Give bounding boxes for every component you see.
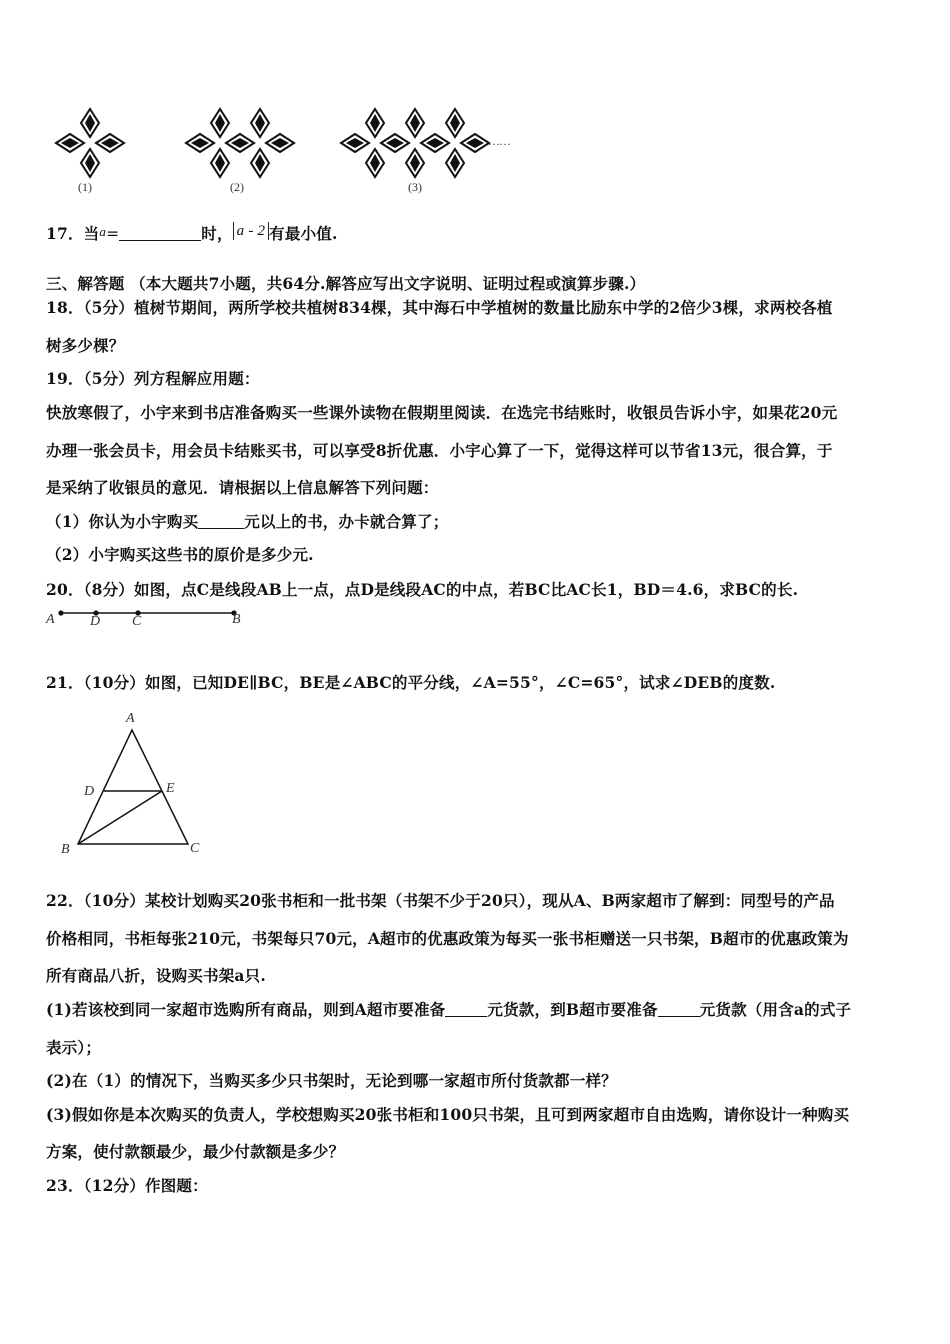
question-22-sub1-cont: 表示）； (46, 1038, 102, 1057)
question-19-title: 19．（5分）列方程解应用题： (46, 369, 260, 388)
q17-abs-expression: a - 2 (233, 222, 270, 240)
question-17 (46, 222, 338, 244)
question-22-sub1 (46, 998, 851, 1020)
question-19-line2: 办理一张会员卡，用会员卡结账买书，可以享受8折优惠．小宇心算了一下，觉得这样可以节省13元，很合算，于 (46, 441, 833, 460)
q21-point-b: B (61, 842, 70, 857)
q19-sub1-blank[interactable] (198, 514, 244, 529)
q22-sub1-blank-a[interactable] (445, 1002, 487, 1017)
q21-point-d: D (84, 784, 95, 799)
q17-eq: = (106, 225, 120, 243)
question-21: 21．（10分）如图，已知DE∥BC，BE是∠ABC的平分线，∠A=55°，∠C=65°，试求∠DEB的度数. (46, 673, 776, 692)
q21-point-a: A (126, 711, 135, 726)
question-22-sub2: (2)在（1）的情况下，当购买多少只书架时，无论到哪一家超市所付货款都一样？ (46, 1071, 617, 1090)
figure-2 (185, 105, 295, 185)
question-19-line1: 快放寒假了，小宇来到书店准备购买一些课外读物在假期里阅读．在选完书结账时，收银员告诉小宇，如果花20元 (46, 403, 838, 422)
q22-sub1-text-b: 元货款，到B超市要准备 (487, 1000, 658, 1019)
question-23-title: 23．（12分）作图题： (46, 1176, 208, 1195)
q20-point-b: B (232, 612, 241, 627)
question-19-sub1 (46, 510, 448, 532)
question-22-line3: 所有商品八折，设购买书架a只. (46, 966, 266, 985)
q17-var: a (99, 224, 107, 239)
q21-point-c: C (190, 841, 200, 856)
q17-answer-blank[interactable] (119, 226, 201, 241)
q19-sub1-text-a: （1）你认为小宇购买 (46, 512, 199, 531)
q17-mid: 时， (201, 224, 233, 243)
q20-point-c: C (132, 614, 142, 629)
q21-point-e: E (166, 781, 175, 796)
question-18-line2: 树多少棵？ (46, 336, 125, 355)
figure-1-label: (1) (78, 180, 92, 194)
q20-point-d: D (90, 614, 101, 629)
q22-sub1-text-a: (1)若该校到同一家超市选购所有商品，则到A超市要准备 (46, 1000, 446, 1019)
q22-sub1-blank-b[interactable] (658, 1002, 700, 1017)
figure-3-label: (3) (408, 180, 422, 194)
question-18-line1: 18．（5分）植树节期间，两所学校共植树834棵，其中海石中学植树的数量比励东中学的2倍少3棵，求两校各植 (46, 298, 833, 317)
section-3-heading: 三、解答题 （本大题共7小题，共64分.解答应写出文字说明、证明过程或演算步骤.） (46, 274, 646, 293)
question-22-sub3-line1: (3)假如你是本次购买的负责人，学校想购买20张书柜和100只书架，且可到两家超市自由选购，请你设计一种购买 (46, 1105, 850, 1124)
q19-sub1-text-b: 元以上的书，办卡就合算了； (244, 512, 449, 531)
q20-point-a: A (46, 612, 55, 627)
question-20: 20．（8分）如图，点C是线段AB上一点，点D是线段AC的中点，若BC比AC长1，BD＝4.6，求BC的长. (46, 580, 799, 599)
question-22-sub3-line2: 方案，使付款额最少，最少付款额是多少？ (46, 1142, 345, 1161)
figure-ellipsis: …… (488, 134, 510, 148)
q22-sub1-text-c: 元货款（用含a的式子 (699, 1000, 852, 1019)
q21-triangle-figure (60, 710, 210, 860)
q17-prefix: 17．当 (46, 224, 100, 243)
figure-3 (345, 105, 495, 185)
figure-1 (55, 105, 135, 185)
question-19-sub2: （2）小宇购买这些书的原价是多少元. (46, 545, 314, 564)
figure-2-label: (2) (230, 180, 244, 194)
question-19-line3: 是采纳了收银员的意见．请根据以上信息解答下列问题： (46, 478, 439, 497)
question-22-line1: 22．（10分）某校计划购买20张书柜和一批书架（书架不少于20只），现从A、B两家超市了解到：同型号的产品 (46, 891, 835, 910)
q17-suffix: 有最小值. (269, 224, 338, 243)
question-22-line2: 价格相同，书柜每张210元，书架每只70元，A超市的优惠政策为每买一张书柜赠送一只书架，B超市的优惠政策为 (46, 929, 849, 948)
